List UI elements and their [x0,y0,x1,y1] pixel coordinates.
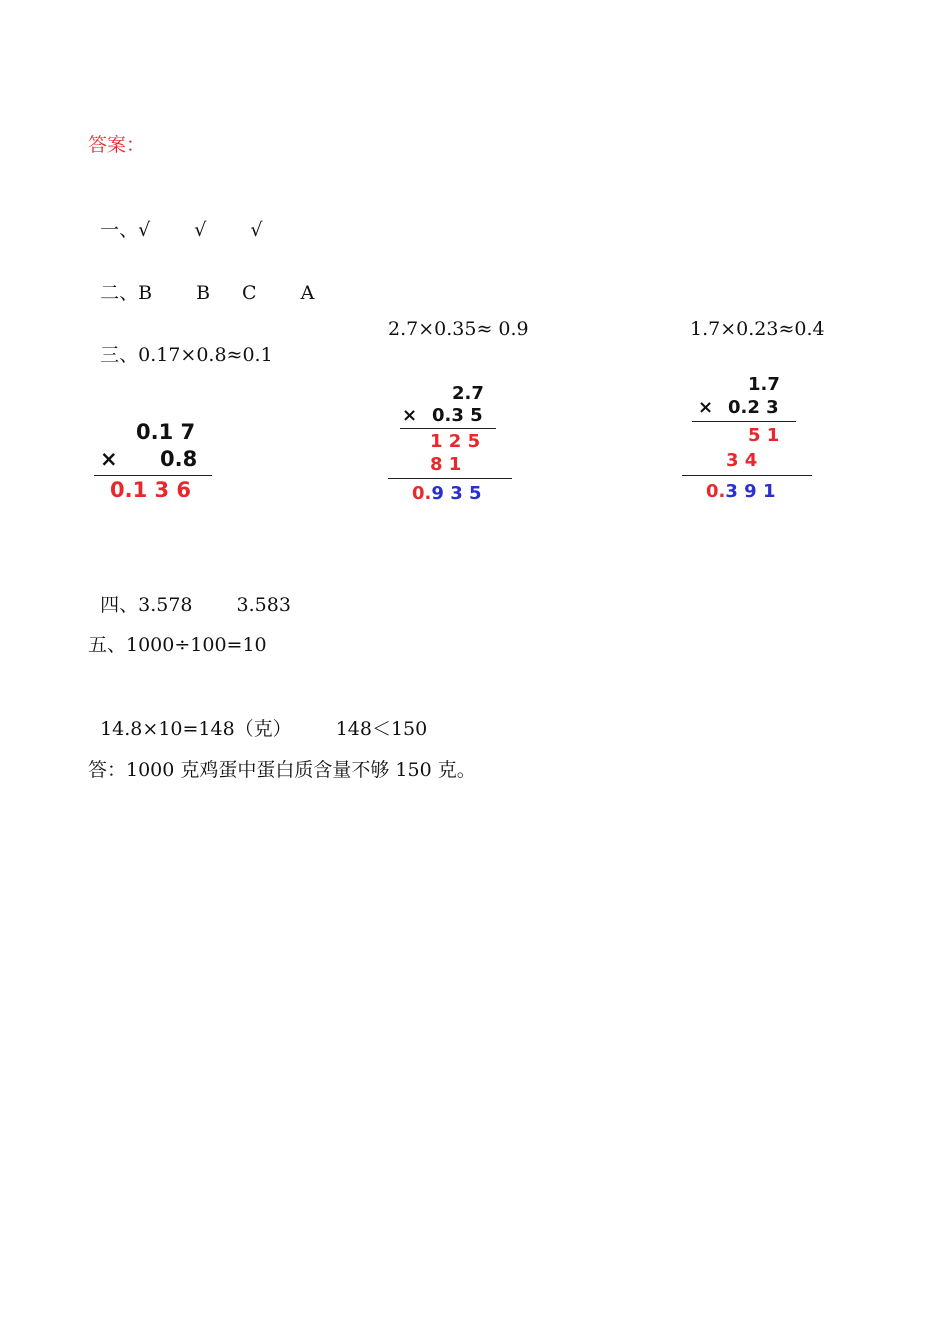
q4-answer-2: 3.583 [236,594,291,616]
section-4-label: 四、 [100,594,139,616]
calc3-partial-2: 3 4 [726,450,758,471]
calc3-rule-2 [682,475,812,476]
calc2-product-part-3: 3 5 [450,483,482,504]
calc1-rule [94,475,212,476]
calc2-times-sign: × [402,405,418,426]
q2-answer-4: A [300,282,315,304]
q5-comparison: 148＜150 [335,718,428,740]
section-2 [88,256,314,305]
calc1-product: 0.1 3 6 [110,478,192,502]
section-3-label: 三、 [100,344,139,366]
answer-heading: 答案： [88,134,146,156]
q4-answer-1: 3.578 [138,594,193,616]
section-5-answer: 答：1000 克鸡蛋中蛋白质含量不够 150 克。 [88,759,476,781]
calc2-partial-2: 8 1 [430,454,462,475]
vertical-calc-3 [682,374,822,506]
calc3-product [706,481,775,502]
calc2-product-part-2: 9 [431,483,444,504]
q2-answer-1: B [138,282,153,304]
calc2-product-part-1: 0. [412,483,432,504]
calc3-product-part-2: 3 9 1 [725,481,776,502]
calc1-multiplier: 0.8 [160,447,198,471]
q1-answer-1: √ [138,219,151,241]
calc1-multiplicand: 0.1 7 [136,420,196,444]
calc3-product-part-1: 0. [706,481,726,502]
q5-weight-calc: 14.8×10=148（克） [100,718,292,740]
calc2-product [412,483,482,504]
q2-answer-3: C [242,282,257,304]
q3-estimate-1: 0.17×0.8≈0.1 [138,344,273,366]
calc2-multiplier: 0.3 5 [432,405,483,426]
calc2-multiplicand: 2.7 [452,383,484,404]
calc3-rule-1 [692,421,796,422]
vertical-calc-1 [90,420,220,510]
q3-estimate-2: 2.7×0.35≈ 0.9 [388,318,529,340]
calc2-rule-1 [400,428,496,429]
vertical-calc-2 [388,383,518,508]
section-5-line-1: 五、1000÷100=10 [88,634,267,656]
section-1-label: 一、 [100,219,139,241]
q1-answer-2: √ [194,219,207,241]
calc2-partial-1: 1 2 5 [430,431,481,452]
section-4 [88,568,291,617]
section-5-line-2 [88,692,427,741]
calc3-partial-1: 5 1 [748,425,780,446]
q2-answer-2: B [196,282,211,304]
q3-estimate-3: 1.7×0.23≈0.4 [690,318,825,340]
calc2-rule-2 [388,478,512,479]
section-2-label: 二、 [100,282,139,304]
section-3 [88,318,273,367]
calc3-times-sign: × [698,397,714,418]
section-1 [88,193,262,242]
calc1-times-sign: × [100,447,118,471]
q1-answer-3: √ [250,219,263,241]
calc3-multiplier: 0.2 3 [728,397,779,418]
calc3-multiplicand: 1.7 [748,374,780,395]
